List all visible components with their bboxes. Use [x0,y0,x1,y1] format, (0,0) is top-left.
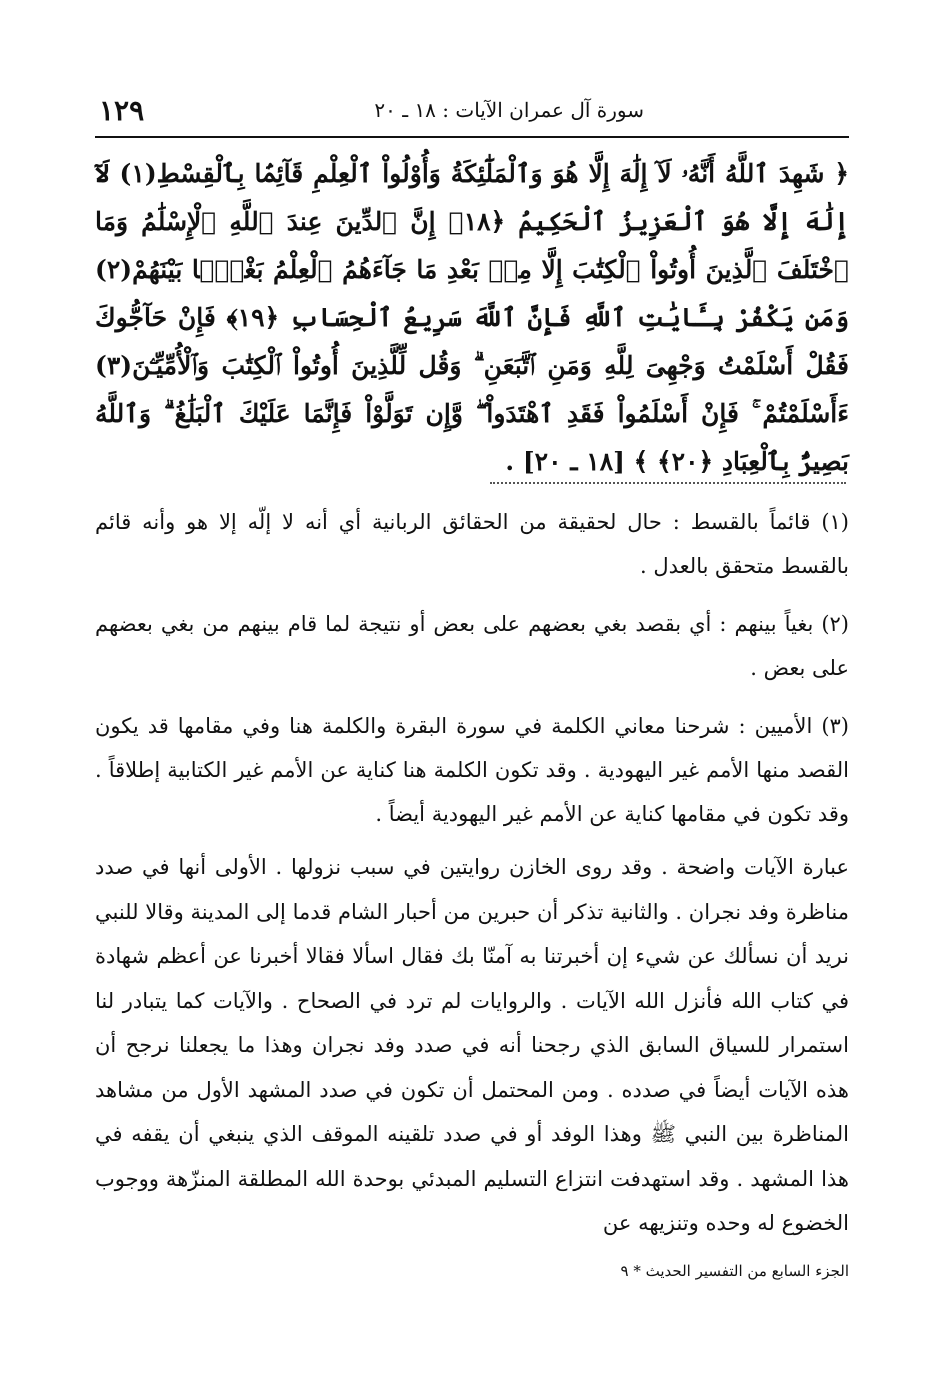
footnote-2: (٢) بغياً بينهم : أي بقصد بغي بعضهم على بعض أو نتيجة لما قام بينهم من بغي بعضهم على بعض . [95,612,849,680]
footnotes [95,500,849,850]
footnote-separator [490,482,846,484]
page-footer: الجزء السابع من التفسير الحديث * ٩ [620,1262,849,1280]
running-title: سورة آل عمران الآيات : ١٨ ـ ٢٠ [374,98,644,122]
footnote-1: (١) قائماً بالقسط : حال لحقيقة من الحقائق الربانية أي أنه لا إلّه إلا هو وأنه قائم بالقسط متحقق بالعدل . [95,510,849,578]
footnote-3: (٣) الأميين : شرحنا معاني الكلمة في سورة البقرة والكلمة هنا وفي مقامها قد يكون القصد منها الأمم غير اليهودية . وقد تكون الكلمة هنا كناية عن الأمم غير الكتابية إطلاقاً . وقد تكون في مقامها كناية عن الأمم غير اليهودية أيضاً . [95,714,849,826]
header-divider [95,136,849,138]
quran-verse-block: ﴿ شَهِدَ ٱللَّهُ أَنَّهُۥ لَآ إِلَٰهَ إِلَّا هُوَ وَٱلْمَلَٰٓئِكَةُ وَأُوْلُواْ ٱلْعِلْمِ قَآئِمَۢا بِٱلْقِسْطِ(١) لَآ إِلَٰهَ إِلَّا هُوَ ٱلْعَزِيزُ ٱلْحَكِيمُ ﴿١٨﴾ إِنَّ ٱلدِّينَ عِندَ ٱللَّهِ ٱلْإِسْلَٰمُ وَمَا ٱخْتَلَفَ ٱلَّذِينَ أُوتُواْ ٱلْكِتَٰبَ إِلَّا مِنۢ بَعْدِ مَا جَآءَهُمُ ٱلْعِلْمُ بَغْيَۢا بَيْنَهُمْ(٢) وَمَن يَكْفُرْ بِـَٔايَٰتِ ٱللَّهِ فَإِنَّ ٱللَّهَ سَرِيعُ ٱلْحِسَابِ ﴿١٩﴾ فَإِنْ حَآجُّوكَ فَقُلْ أَسْلَمْتُ وَجْهِىَ لِلَّهِ وَمَنِ ٱتَّبَعَنِ ۗ وَقُل لِّلَّذِينَ أُوتُواْ ٱلْكِتَٰبَ وَٱلْأُمِّيِّـۧنَ(٣) ءَأَسْلَمْتُمْ ۚ فَإِنْ أَسْلَمُواْ فَقَدِ ٱهْتَدَواْ ۖ وَّإِن تَوَلَّوْاْ فَإِنَّمَا عَلَيْكَ ٱلْبَلَٰغُ ۗ وَٱللَّهُ بَصِيرٌۢ بِٱلْعِبَادِ ﴿٢٠﴾ ﴾ [١٨ ـ ٢٠] . [95,159,849,476]
commentary-paragraph: عبارة الآيات واضحة . وقد روى الخازن روايتين في سبب نزولها . الأولى أنها في صدد مناظرة وفد نجران . والثانية تذكر أن حبرين من أحبار الشام قدما إلى المدينة وقالا للنبي نريد أن نسألك عن شيء إن أخبرتنا به آمنّا بك فقال اسألا فقالا أخبرنا عن أعظم شهادة في كتاب الله فأنزل الله الآيات . والروايات لم ترد في الصحاح . والآيات كما يتبادر لنا استمرار للسياق السابق الذي رجحنا أنه في صدد وفد نجران وهذا ما يجعلنا نرجح أن هذه الآيات أيضاً في صدده . ومن المحتمل أن تكون في صدد المشهد الأول من مشاهد المناظرة بين النبي ﷺ وهذا الوفد أو في صدد تلقينه الموقف الذي ينبغي أن يقفه في هذا المشهد . وقد استهدفت انتزاع التسليم المبدئي بوحدة الله المطلقة المنزّهة ووجوب الخضوع له وحده وتنزيهه عن [95,855,849,1235]
page-number: ١٢٩ [99,94,145,127]
page-header [95,88,849,132]
